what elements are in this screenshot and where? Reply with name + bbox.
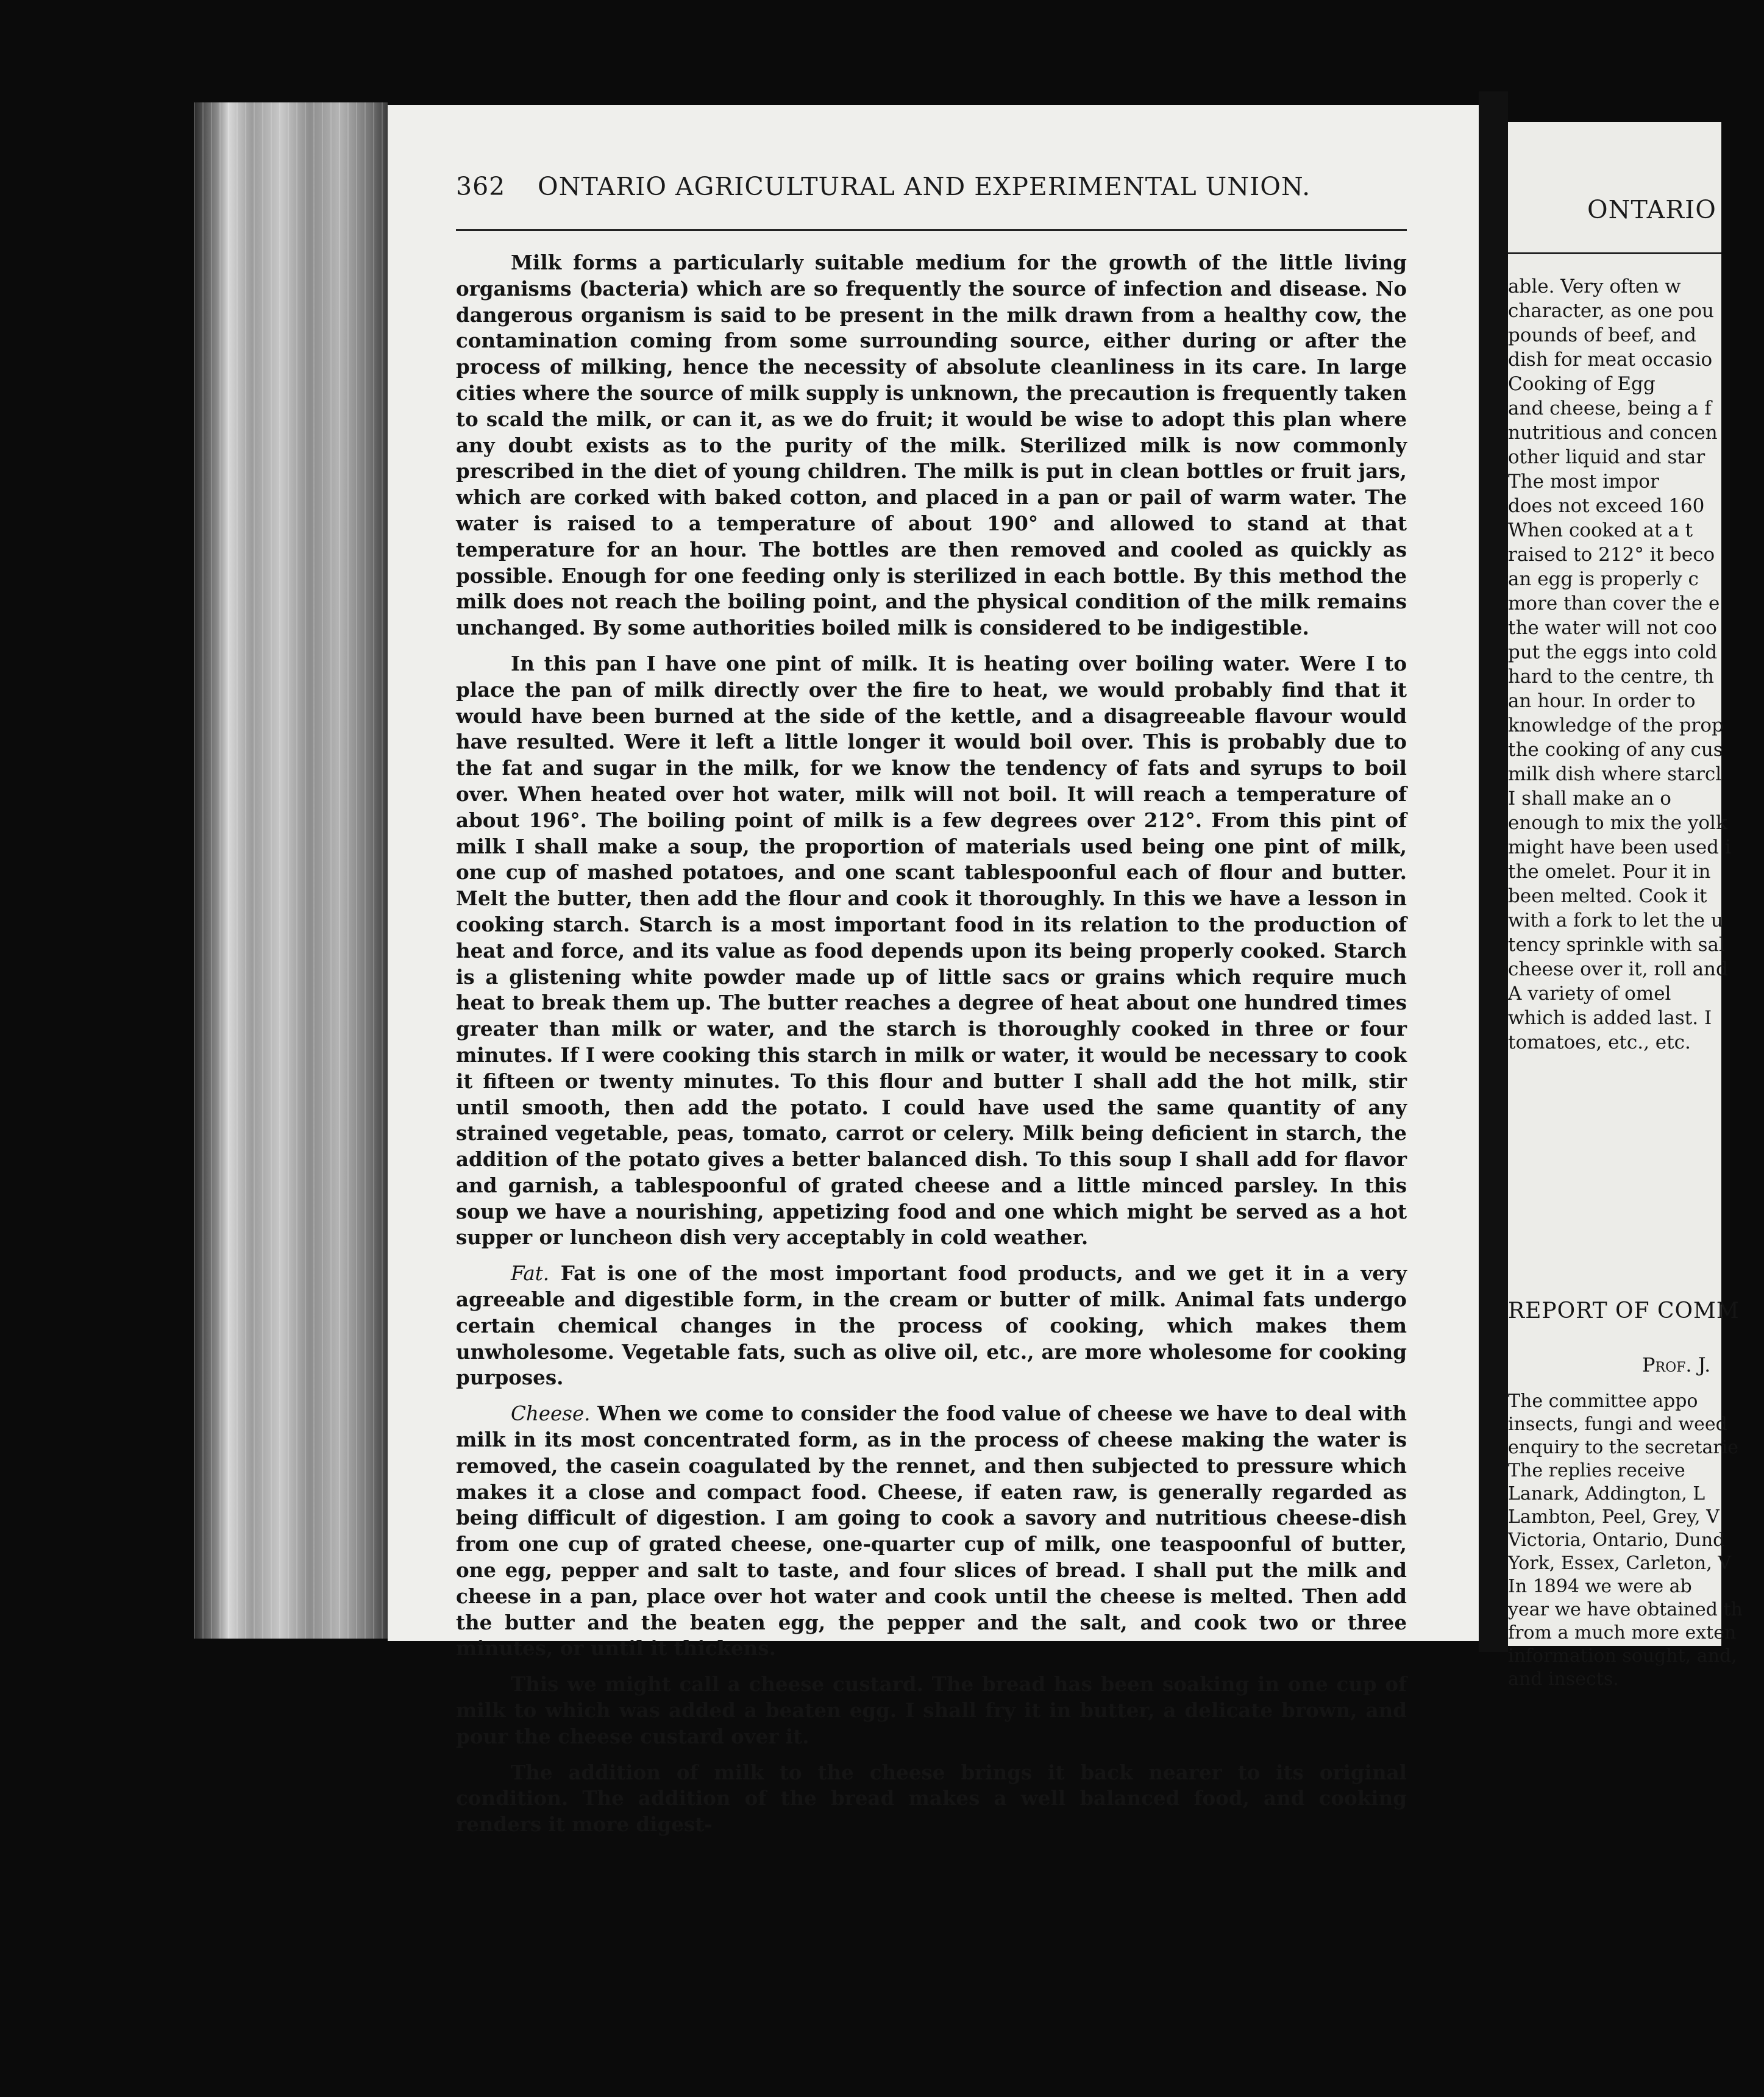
text-line: pounds of beef, and — [1508, 324, 1696, 346]
text-line: with a fork to let the u — [1508, 910, 1723, 931]
text-line: dish for meat occasio — [1508, 349, 1713, 371]
text-line: an hour. In order to — [1508, 690, 1696, 712]
text-line: Victoria, Ontario, Dund — [1508, 1529, 1725, 1551]
subhead-cheese: Cheese. — [511, 1402, 591, 1426]
text-line: knowledge of the prop — [1508, 714, 1724, 736]
text-line: When cooked at a t — [1508, 519, 1693, 541]
paragraph-text: When we come to consider the food value of cheese we have to deal with milk in its most concentrated form, as in the process of cheese making the water is removed, the casein coagulated by the rennet, and then subjected to pressure which makes it a close and compact food. Cheese, if eaten raw, is generally regarded as being difficult of digestion. I am going to cook a savory and nutritious cheese-dish from one cup of grated cheese, one-quarter cup of milk, one teaspoonful of butter, one egg, pepper and salt to taste, and four slices of bread. I shall put the milk and cheese in a pan, place over hot water and cook until the cheese is melted. Then add the butter and the beaten egg, the pepper and the salt, and cook two or three minutes, or until it thickens. — [456, 1401, 1407, 1661]
text-line: the water will not coo — [1508, 617, 1717, 639]
text-line: enquiry to the secretarie — [1508, 1437, 1739, 1458]
text-line: hard to the centre, th — [1508, 666, 1714, 688]
paragraph — [456, 1672, 1407, 1750]
text-line: tency sprinkle with sal — [1508, 934, 1725, 956]
text-line: and insects. — [1508, 1668, 1619, 1690]
book-edge — [194, 102, 388, 1639]
text-line: A variety of omel — [1508, 983, 1671, 1005]
body-text — [456, 250, 1407, 1848]
text-line: character, as one pou — [1508, 300, 1714, 322]
paragraph-text: In this pan I have one pint of milk. It is heating over boiling water. Were I to place the pan of milk directly over the fire to heat, we would probably find that it would have been burned at the side of the kettle, and a disagreeable flavour would have resulted. Were it left a little longer it would boil over. This is probably due to the fat and sugar in the milk, for we know the tendency of fats and syrups to boil over. When heated over hot water, milk will not boil. It will reach a temperature of about 196°. The boiling point of milk is a few degrees over 212°. From this pint of milk I shall make a soup, the proportion of materials used being one pint of milk, one cup of mashed potatoes, and one scant tablespoonful each of flour and butter. Melt the butter, then add the flour and cook it thoroughly. In this we have a lesson in cooking starch. Starch is a most important food in its relation to the production of heat and force, and its value as food depends upon its being properly cooked. Starch is a glistening white powder made up of little sacs or grains which require much heat to break them up. The butter reaches a degree of heat about one hundred times greater than milk or water, and the starch is thoroughly cooked in three or four minutes. If I were cooking this starch in milk or water, it would be necessary to cook it fifteen or twenty minutes. To this flour and butter I shall add the hot milk, stir until smooth, then add the potato. I could have used the same quantity of any strained vegetable, peas, tomato, carrot or celery. Milk being deficient in starch, the addition of the potato gives a better balanced dish. To this soup I shall add for flavor and garnish, a tablespoonful of grated cheese and a little minced parsley. In this soup we have a nourishing, appetizing food and one which might be served as a hot supper or luncheon dish very acceptably in cold weather. — [456, 651, 1407, 1250]
paragraph-text: Milk forms a particularly suitable medium for the growth of the little living organisms (bacteria) which are so frequently the source of infection and disease. No dangerous organism is said to be present in the milk drawn from a healthy cow, the contamination coming from some surrounding source, either during or after the process of milking, hence the necessity of absolute cleanliness in its care. In large cities where the source of milk supply is unknown, the precaution is frequently taken to scald the milk, or can it, as we do fruit; it would be wise to adopt this plan where any doubt exists as to the purity of the milk. Sterilized milk is now commonly prescribed in the diet of young children. The milk is put in clean bottles or fruit jars, which are corked with baked cotton, and placed in a pan or pail of warm water. The water is raised to a temperature of about 190° and allowed to stand at that temperature for an hour. The bottles are then removed and cooled as quickly as possible. Enough for one feeding only is sterilized in each bottle. By this method the milk does not reach the boiling point, and the physical condition of the milk remains unchanged. By some authorities boiled milk is considered to be indigestible. — [456, 251, 1407, 640]
text-line: raised to 212° it beco — [1508, 544, 1715, 566]
paragraph — [456, 250, 1407, 641]
right-page — [1508, 122, 1743, 1690]
text-line: the omelet. Pour it in — [1508, 861, 1711, 883]
paragraph-text: Fat is one of the most important food products, and we get it in a very agreeable and digestible form, in the cream or butter of milk. Animal fats undergo certain chemical changes in the process of cooking, which makes them unwholesome. Vegetable fats, such as olive oil, etc., are more wholesome for cooking purposes. — [456, 1261, 1407, 1390]
text-line: more than cover the e — [1508, 593, 1720, 614]
text-line: year we have obtained th — [1508, 1599, 1743, 1620]
paragraph-text: The addition of milk to the cheese brings it back nearer to its original condition. The addition of the bread makes a well balanced food, and cooking renders it more digest- — [456, 1760, 1407, 1837]
paragraph-text: This we might call a cheese custard. The bread has been soaking in one cup of milk to which was added a beaten egg. I shall fry it in butter, a delicate brown, and pour the cheese custard over it. — [456, 1672, 1407, 1748]
text-line: which is added last. I — [1508, 1007, 1712, 1029]
right-running-head: ONTARIO — [1587, 195, 1716, 224]
text-line: Lambton, Peel, Grey, V — [1508, 1506, 1720, 1528]
paragraph — [456, 1261, 1407, 1391]
text-line: the cooking of any cus — [1508, 739, 1723, 761]
paragraph — [456, 651, 1407, 1251]
text-line: milk dish where starcl — [1508, 763, 1722, 785]
text-line: nutritious and concen — [1508, 422, 1718, 444]
text-line: cheese over it, roll and — [1508, 958, 1728, 980]
header-rule — [456, 229, 1407, 231]
text-line: from a much more exten — [1508, 1622, 1737, 1643]
right-header-rule — [1508, 252, 1721, 254]
text-line: other liquid and star — [1508, 446, 1705, 468]
text-line: tomatoes, etc., etc. — [1508, 1031, 1691, 1053]
report-author: Prof. J. — [1642, 1353, 1711, 1376]
report-section-title: REPORT OF COMM — [1508, 1298, 1740, 1323]
text-line: put the eggs into cold — [1508, 641, 1718, 663]
page-number: 362 — [456, 172, 506, 201]
text-line: an egg is properly c — [1508, 568, 1699, 590]
text-line: The replies receive — [1508, 1460, 1685, 1481]
text-line: York, Essex, Carleton, V — [1508, 1553, 1731, 1574]
text-line: and cheese, being a f — [1508, 397, 1712, 419]
text-line: Cooking of Egg — [1508, 373, 1656, 395]
text-line: insects, fungi and weed — [1508, 1414, 1727, 1435]
text-line: Lanark, Addington, L — [1508, 1483, 1705, 1504]
text-line: In 1894 we were ab — [1508, 1576, 1692, 1597]
text-line: The committee appo — [1508, 1390, 1698, 1412]
text-line: The most impor — [1508, 471, 1659, 493]
paragraph — [456, 1760, 1407, 1838]
text-line: information sought, and, — [1508, 1645, 1737, 1667]
left-page — [388, 105, 1479, 1837]
page-gutter — [1479, 91, 1508, 1652]
text-line: been melted. Cook it — [1508, 885, 1707, 907]
paragraph — [456, 1401, 1407, 1662]
text-line: able. Very often w — [1508, 276, 1681, 297]
text-line: enough to mix the yolk — [1508, 812, 1727, 834]
subhead-fat: Fat. — [511, 1262, 550, 1286]
running-head-title: ONTARIO AGRICULTURAL AND EXPERIMENTAL UNION. — [538, 172, 1311, 201]
text-line: I shall make an o — [1508, 788, 1671, 810]
running-header — [456, 172, 1407, 215]
text-line: does not exceed 160 — [1508, 495, 1705, 517]
text-line: might have been used i — [1508, 836, 1731, 858]
right-body-text — [1508, 274, 1764, 1055]
right-body-text-2 — [1508, 1390, 1764, 1691]
